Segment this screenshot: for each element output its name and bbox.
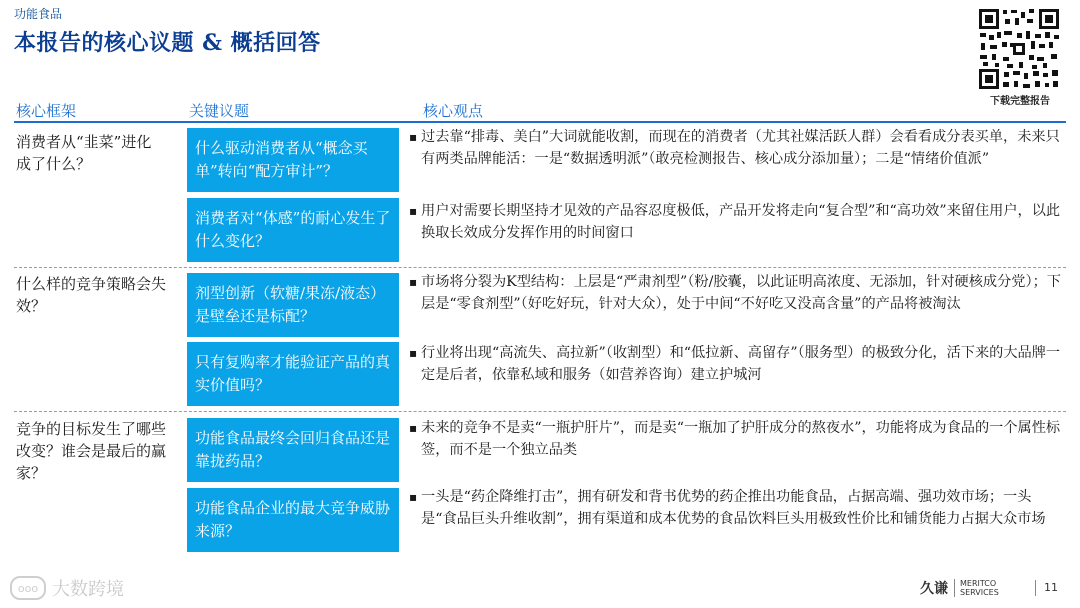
question-text: 功能食品最终会回归食品还是靠拢药品？ bbox=[195, 429, 391, 470]
question-box bbox=[187, 418, 399, 482]
question-text: 功能食品企业的最大竞争威胁来源？ bbox=[195, 499, 391, 540]
question-text: 什么驱动消费者从“概念买单”转向“配方审计”？ bbox=[195, 139, 368, 180]
question-box bbox=[187, 273, 399, 337]
bullet-icon: ▪ bbox=[409, 421, 418, 435]
column-header-questions: 关键议题 bbox=[189, 102, 250, 120]
logo-cn-text: 久谦 bbox=[920, 581, 948, 597]
key-point-text: 用户对需要长期坚持才见效的产品容忍度极低，产品开发将走向“复合型”和“高功效”来留住用户，以此换取长效成分发挥作用的时间窗口 bbox=[421, 203, 1061, 241]
company-logo bbox=[920, 578, 999, 598]
qr-download-label: 下载完整报告 bbox=[990, 96, 1050, 107]
bullet-icon: ▪ bbox=[409, 130, 418, 144]
question-text: 只有复购率才能验证产品的真实价值吗？ bbox=[195, 353, 391, 394]
column-header-framework: 核心框架 bbox=[16, 102, 77, 120]
framework-text: 竞争的目标发生了哪些改变？谁会是最后的赢家？ bbox=[16, 420, 167, 482]
key-point-text: 一头是“药企降维打击”，拥有研发和背书优势的药企推出功能食品，占据高端、强功效市场；一头是“食品巨头升维收割”，拥有渠道和成本优势的食品饮料巨头用极致性价比和铺货能力占据大众市场 bbox=[421, 489, 1046, 527]
question-box bbox=[187, 128, 399, 192]
qr-code-icon[interactable] bbox=[977, 7, 1061, 91]
bullet-icon: ▪ bbox=[409, 346, 418, 360]
key-point bbox=[409, 343, 1061, 386]
key-point-text: 过去靠“排毒、美白”大词就能收割，而现在的消费者（尤其社媒活跃人群）会看看成分表买单，未来只有两类品牌能活：一是“数据透明派”（敢亮检测报告、核心成分添加量）；二是“情绪价值派” bbox=[421, 129, 1060, 167]
bullet-icon: ▪ bbox=[409, 490, 418, 504]
key-point bbox=[409, 272, 1061, 315]
section-divider bbox=[14, 267, 1066, 268]
question-text: 剂型创新（软糖/果冻/液态）是壁垒还是标配？ bbox=[195, 284, 386, 325]
question-text: 消费者对“体感”的耐心发生了什么变化？ bbox=[195, 209, 391, 250]
framework-text: 消费者从“韭菜”进化成了什么？ bbox=[16, 133, 152, 173]
bullet-icon: ▪ bbox=[409, 204, 418, 218]
page-number: 11 bbox=[1044, 581, 1058, 594]
question-box bbox=[187, 198, 399, 262]
key-point bbox=[409, 127, 1061, 170]
section-divider bbox=[14, 411, 1066, 412]
question-box bbox=[187, 342, 399, 406]
category-label: 功能食品 bbox=[14, 7, 63, 21]
logo-en-text: MERITCO SERVICES bbox=[954, 579, 999, 597]
header-rule bbox=[14, 121, 1066, 123]
key-point-text: 未来的竞争不是卖“一瓶护肝片”，而是卖“一瓶加了护肝成分的熬夜水”，功能将成为食品的一个属性标签，而不是一个独立品类 bbox=[421, 420, 1061, 458]
key-point-text: 行业将出现“高流失、高拉新”（收割型）和“低拉新、高留存”（服务型）的极致分化，活下来的大品牌一定是后者，依靠私域和服务（如营养咨询）建立护城河 bbox=[421, 345, 1061, 383]
watermark-logo-icon: ooo bbox=[10, 576, 46, 600]
column-header-points: 核心观点 bbox=[423, 102, 484, 120]
bullet-icon: ▪ bbox=[409, 275, 418, 289]
key-point bbox=[409, 487, 1061, 530]
page-title: 本报告的核心议题 & 概括回答 bbox=[14, 30, 321, 56]
watermark-text: 大数跨境 bbox=[52, 579, 124, 600]
framework-text: 什么样的竞争策略会失效？ bbox=[16, 275, 167, 315]
page-number-separator bbox=[1035, 580, 1036, 596]
question-box bbox=[187, 488, 399, 552]
key-point-text: 市场将分裂为K型结构：上层是“严肃剂型”（粉/胶囊，以此证明高浓度、无添加，针对硬核成分党）；下层是“零食剂型”（好吃好玩，针对大众），处于中间“不好吃又没高含量”的产品将被淘汰 bbox=[421, 274, 1061, 312]
watermark bbox=[10, 575, 124, 601]
key-point bbox=[409, 201, 1061, 244]
key-point bbox=[409, 418, 1061, 461]
